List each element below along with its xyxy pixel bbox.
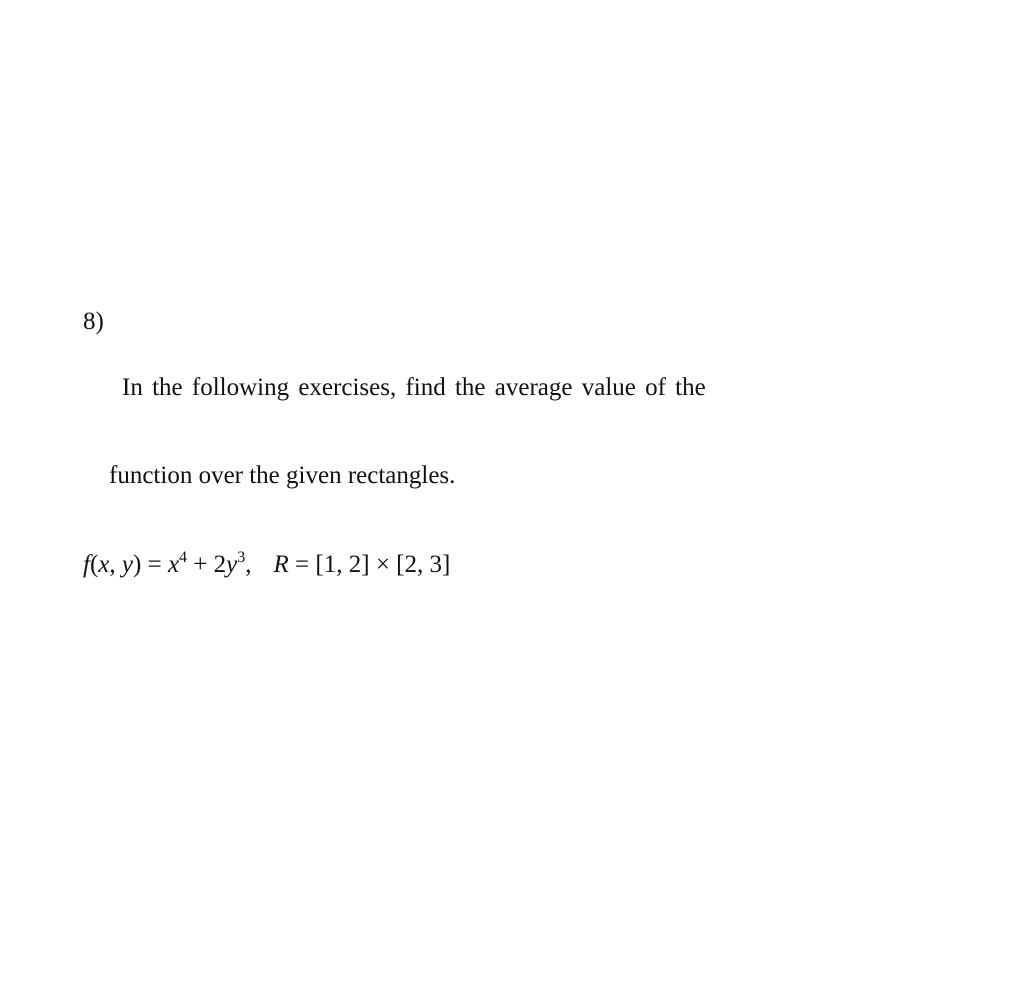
region-interval-x: [1, 2] xyxy=(315,551,370,578)
function-name: f xyxy=(83,551,90,578)
instruction-line-1: In the following exercises, find the average value of the xyxy=(122,374,706,401)
function-args: (x, y) xyxy=(89,551,142,578)
region-name: R xyxy=(273,551,289,578)
problem-number: 8) xyxy=(83,308,104,335)
term2-base: y xyxy=(226,551,238,578)
term2-exponent: 3 xyxy=(237,549,246,566)
equation: f(x, $y) = x^4 + 2y^3$, R = [1, 2] × [2, 3] xyxy=(83,549,451,578)
region-interval-y: [2, 3] xyxy=(396,551,451,578)
term1-base: x xyxy=(167,551,180,578)
term2-coefficient: 2 xyxy=(213,551,227,578)
instruction-line-2: function over the given rectangles. xyxy=(109,462,456,489)
term1-exponent: 4 xyxy=(179,549,188,566)
